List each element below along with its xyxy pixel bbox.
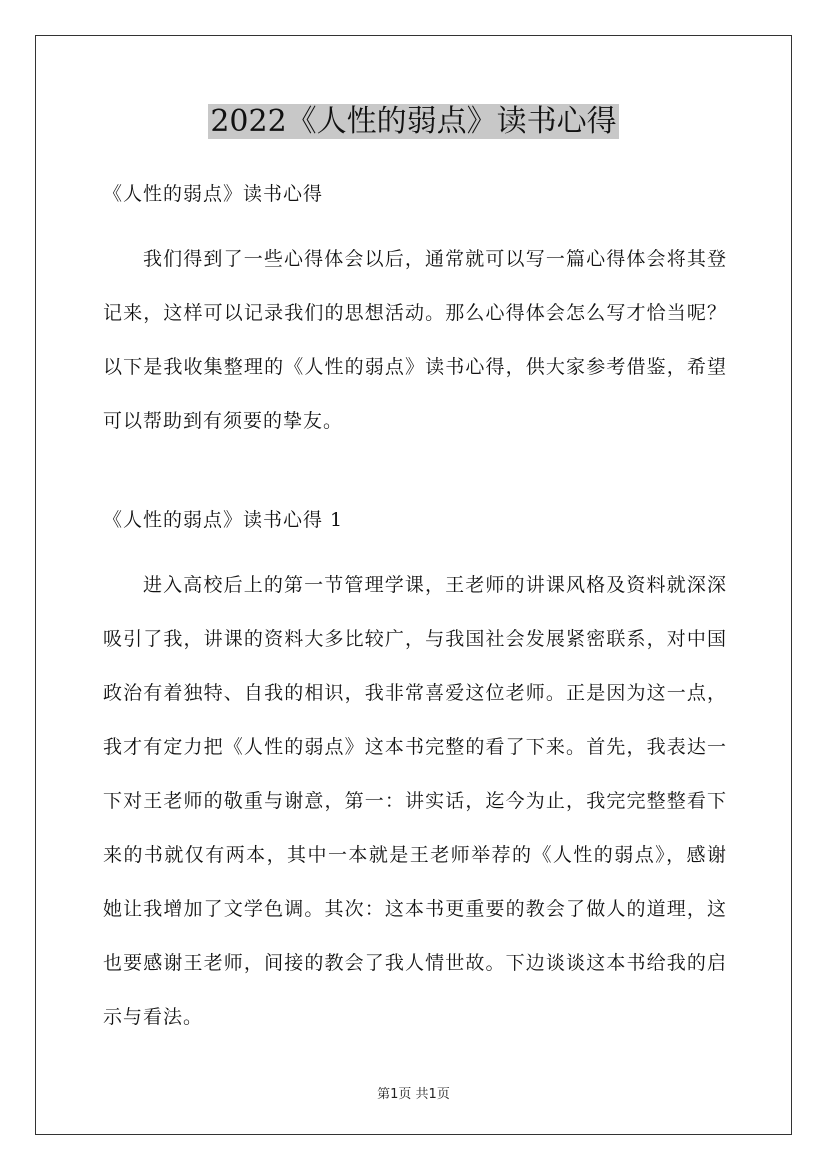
page-footer: 第1页 共1页 — [377, 1087, 450, 1102]
section-heading: 《人性的弱点》读书心得 1 — [103, 509, 344, 531]
document-title — [0, 100, 827, 144]
document-title-text: 2022《人性的弱点》读书心得 — [210, 104, 617, 139]
intro-paragraph: 我们得到了一些心得体会以后，通常就可以写一篇心得体会将其登记来，这样可以记录我们的思想活动。那么心得体会怎么写才恰当呢？以下是我收集整理的《人性的弱点》读书心得，供大家参考借鉴，希望可以帮助到有须要的挚友。 — [103, 248, 727, 432]
section-body-paragraph: 进入高校后上的第一节管理学课，王老师的讲课风格及资料就深深吸引了我，讲课的资料大多比较广，与我国社会发展紧密联系，对中国政治有着独特、自我的相识，我非常喜爱这位老师。正是因为这一点，我才有定力把《人性的弱点》这本书完整的看了下来。首先，我表达一下对王老师的敬重与谢意，第一：讲实话，迄今为止，我完完整整看下来的书就仅有两本，其中一本就是王老师举荐的《人性的弱点》，感谢她让我增加了文学色调。其次：这本书更重要的教会了做人的道理，这也要感谢王老师，间接的教会了我人情世故。下边谈谈这本书给我的启示与看法。 — [103, 574, 727, 1028]
document-subtitle: 《人性的弱点》读书心得 — [103, 183, 324, 205]
